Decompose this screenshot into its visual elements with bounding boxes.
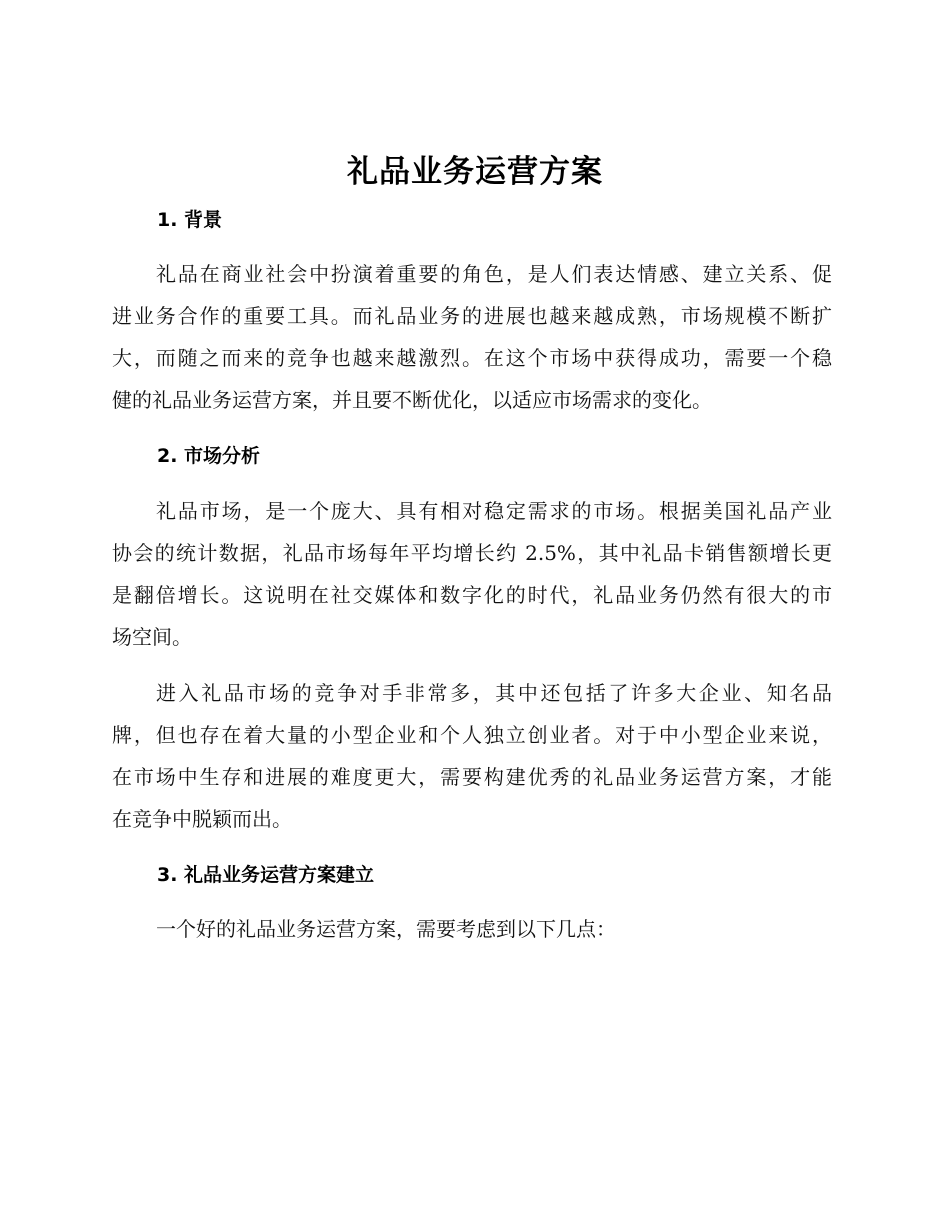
paragraph-line: 进入礼品市场的竞争对手非常多，其中还包括了许多大企业、知名品 bbox=[156, 681, 832, 705]
section-heading-plan-setup: 3. 礼品业务运营方案建立 bbox=[157, 864, 375, 886]
paragraph-line: 协会的统计数据，礼品市场每年平均增长约 2.5%，其中礼品卡销售额增长更 bbox=[112, 541, 832, 565]
paragraph-line: 健的礼品业务运营方案，并且要不断优化，以适应市场需求的变化。 bbox=[112, 388, 712, 412]
paragraph-line: 在竞争中脱颖而出。 bbox=[112, 807, 292, 831]
paragraph-line: 场空间。 bbox=[112, 625, 192, 649]
paragraph-market-overview bbox=[112, 490, 832, 658]
paragraph-background bbox=[112, 253, 832, 421]
paragraph-line: 是翻倍增长。这说明在社交媒体和数字化的时代，礼品业务仍然有很大的市 bbox=[112, 583, 832, 607]
paragraph-line: 一个好的礼品业务运营方案，需要考虑到以下几点： bbox=[156, 917, 616, 941]
section-heading-market-analysis: 2. 市场分析 bbox=[157, 445, 261, 467]
paragraph-line: 大，而随之而来的竞争也越来越激烈。在这个市场中获得成功，需要一个稳 bbox=[112, 346, 832, 370]
paragraph-line: 牌，但也存在着大量的小型企业和个人独立创业者。对于中小型企业来说， bbox=[112, 723, 832, 747]
paragraph-line: 礼品市场，是一个庞大、具有相对稳定需求的市场。根据美国礼品产业 bbox=[156, 499, 832, 523]
paragraph-line: 在市场中生存和进展的难度更大，需要构建优秀的礼品业务运营方案，才能 bbox=[112, 765, 832, 789]
paragraph-plan-intro bbox=[112, 908, 832, 950]
paragraph-competition bbox=[112, 672, 832, 840]
document-title: 礼品业务运营方案 bbox=[347, 154, 603, 190]
paragraph-line: 进业务合作的重要工具。而礼品业务的进展也越来越成熟，市场规模不断扩 bbox=[112, 304, 832, 328]
section-heading-background: 1. 背景 bbox=[157, 209, 223, 231]
paragraph-line: 礼品在商业社会中扮演着重要的角色，是人们表达情感、建立关系、促 bbox=[156, 262, 832, 286]
